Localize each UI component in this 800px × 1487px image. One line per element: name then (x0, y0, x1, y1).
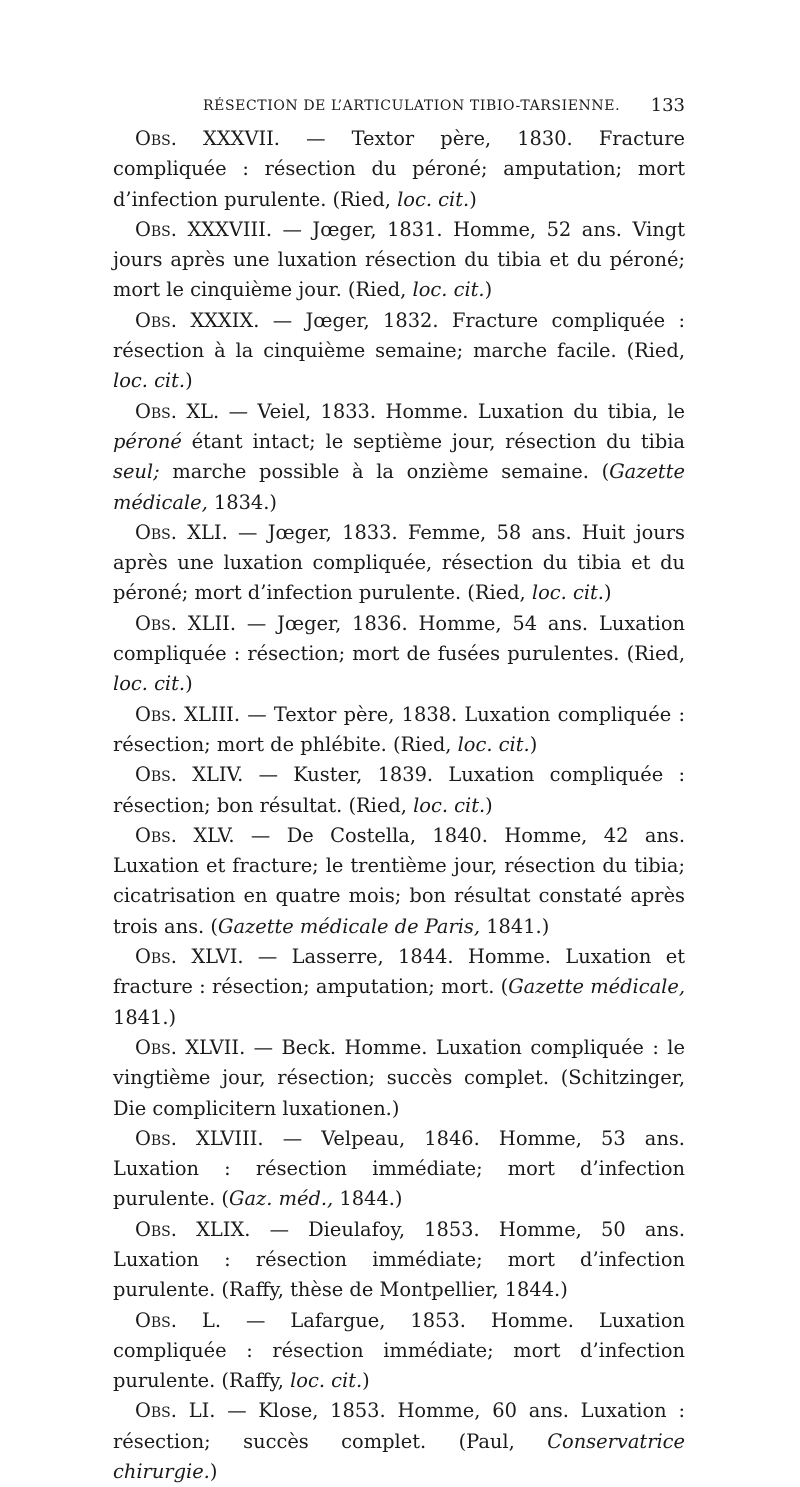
observation-label: Obs. XLVI. (135, 945, 244, 969)
observation-paragraph (113, 1215, 685, 1306)
observation-text: — Jœger, 1833. Femme, 58 ans. Huit jours après une luxation compliquée, résection du tibia et du péroné; mort d’infection purulente. (Ried, (113, 520, 685, 605)
observation-text: — Lafargue, 1853. Homme. Luxation compliquée : résection immédiate; mort d’infection purulente. (Raffy, (113, 1308, 685, 1393)
observation-text: 1834.) (207, 490, 277, 514)
observation-paragraph (113, 518, 685, 609)
italic-reference: Gazette médicale de Paris, (217, 914, 481, 938)
running-title: RÉSECTION DE L’ARTICULATION TIBIO-TARSIENNE. (203, 98, 621, 114)
italic-reference: Conservatrice chirurgie. (113, 1429, 685, 1484)
observation-label: Obs. XXXVIII. (135, 217, 273, 241)
italic-reference: Gazette médicale, (508, 975, 685, 999)
observation-paragraph (113, 821, 685, 942)
observation-text: 1844.) (333, 1187, 403, 1211)
italic-reference: loc. cit. (413, 793, 486, 817)
observation-paragraph (113, 700, 685, 761)
page-body (113, 124, 685, 1487)
observation-text: ) (529, 732, 538, 756)
page-number: 133 (650, 95, 685, 116)
observation-paragraph (113, 215, 685, 306)
italic-reference: Gazette médicale, (113, 460, 685, 514)
observation-text: étant intact; le septième jour, résection du tibia (181, 429, 685, 453)
observation-paragraph (113, 760, 685, 821)
observation-label: Obs. XLIV. (135, 763, 244, 787)
observation-label: Obs. XLII. (135, 611, 236, 635)
observation-text: marche possible à la onzième semaine. ( (159, 460, 610, 484)
observation-text: — Jœger, 1836. Homme, 54 ans. Luxation compliquée : résection; mort de fusées purulentes. (Ried, (113, 611, 685, 666)
observation-text: ) (209, 1460, 218, 1484)
observation-label: Obs. XLVII. (135, 1035, 246, 1059)
italic-reference: Gaz. méd., (228, 1187, 334, 1211)
observation-text: 1841.) (480, 914, 550, 938)
observation-text: ) (603, 581, 612, 605)
italic-reference: loc. cit. (290, 1369, 363, 1393)
observation-paragraph (113, 124, 685, 215)
observation-text: ) (484, 278, 493, 302)
observation-text: — Jœger, 1831. Homme, 52 ans. Vingt jours après une luxation résection du tibia et du péroné; mort le cinquième jour. (Ried, (113, 217, 685, 302)
observation-label: Obs. XLI. (135, 520, 228, 544)
observation-paragraph (113, 306, 685, 397)
observation-label: Obs. LI. (135, 1399, 216, 1423)
observation-text: — Velpeau, 1846. Homme, 53 ans. Luxation : résection immédiate; mort d’infection purulente. ( (113, 1126, 685, 1211)
italic-reference: péroné (113, 429, 182, 453)
observation-paragraph (113, 1396, 685, 1487)
observation-text: — Beck. Homme. Luxation compliquée : le vingtième jour, résection; succès complet. (Schitzinger, Die complicitern luxationen.) (113, 1035, 685, 1120)
observation-text: — Kuster, 1839. Luxation compliquée : résection; bon résultat. (Ried, (113, 763, 685, 817)
observation-text: — Lasserre, 1844. Homme. Luxation et fracture : résection; amputation; mort. ( (113, 945, 685, 999)
observation-label: Obs. L. (135, 1308, 221, 1332)
italic-reference: seul; (113, 460, 160, 484)
observation-text: ) (485, 793, 493, 817)
observation-paragraph (113, 609, 685, 700)
observation-text: ) (185, 369, 193, 393)
observation-text: — Textor père, 1838. Luxation compliquée : résection; mort de phlébite. (Ried, (113, 702, 685, 756)
italic-reference: loc. cit. (397, 187, 470, 211)
observation-text: — Dieulafoy, 1853. Homme, 50 ans. Luxation : résection immédiate; mort d’infection purulente. (Raffy, thèse de Montpellier, 1844.) (113, 1217, 685, 1302)
observation-text: — De Costella, 1840. Homme, 42 ans. Luxation et fracture; le trentième jour, résection du tibia; cicatrisation en quatre mois; bon résultat constaté après trois ans. ( (113, 823, 685, 938)
observation-paragraph (113, 1033, 685, 1124)
observation-text: — Jœger, 1832. Fracture compliquée : résection à la cinquième semaine; marche facile. (Ried, (113, 308, 685, 363)
observation-label: Obs. XXXIX. (135, 308, 260, 332)
observation-text: — Klose, 1853. Homme, 60 ans. Luxation : résection; succès complet. (Paul, (113, 1399, 685, 1453)
italic-reference: loc. cit. (412, 278, 485, 302)
observation-text: ) (362, 1369, 370, 1393)
observation-label: Obs. XLVIII. (135, 1126, 264, 1150)
observation-paragraph (113, 1124, 685, 1215)
observation-text: 1841.) (113, 1005, 177, 1029)
observation-label: Obs. XLIX. (135, 1217, 251, 1241)
observation-paragraph (113, 397, 685, 518)
italic-reference: loc. cit. (113, 369, 186, 393)
observation-text: — Textor père, 1830. Fracture compliquée : résection du péroné; amputation; mort d’infection purulente. (Ried, (113, 127, 685, 211)
observation-text: ) (185, 672, 193, 696)
italic-reference: loc. cit. (531, 581, 604, 605)
observation-paragraph (113, 942, 685, 1033)
observation-label: Obs. XXXVII. (135, 127, 280, 150)
observation-text: — Veiel, 1833. Homme. Luxation du tibia, le (219, 399, 685, 423)
italic-reference: loc. cit. (457, 732, 530, 756)
observation-paragraph (113, 1306, 685, 1397)
observation-label: Obs. XLV. (135, 823, 235, 847)
italic-reference: loc. cit. (113, 672, 186, 696)
observation-text: ) (469, 187, 477, 211)
observation-label: Obs. XLIII. (135, 702, 240, 726)
observation-label: Obs. XL. (135, 399, 220, 423)
